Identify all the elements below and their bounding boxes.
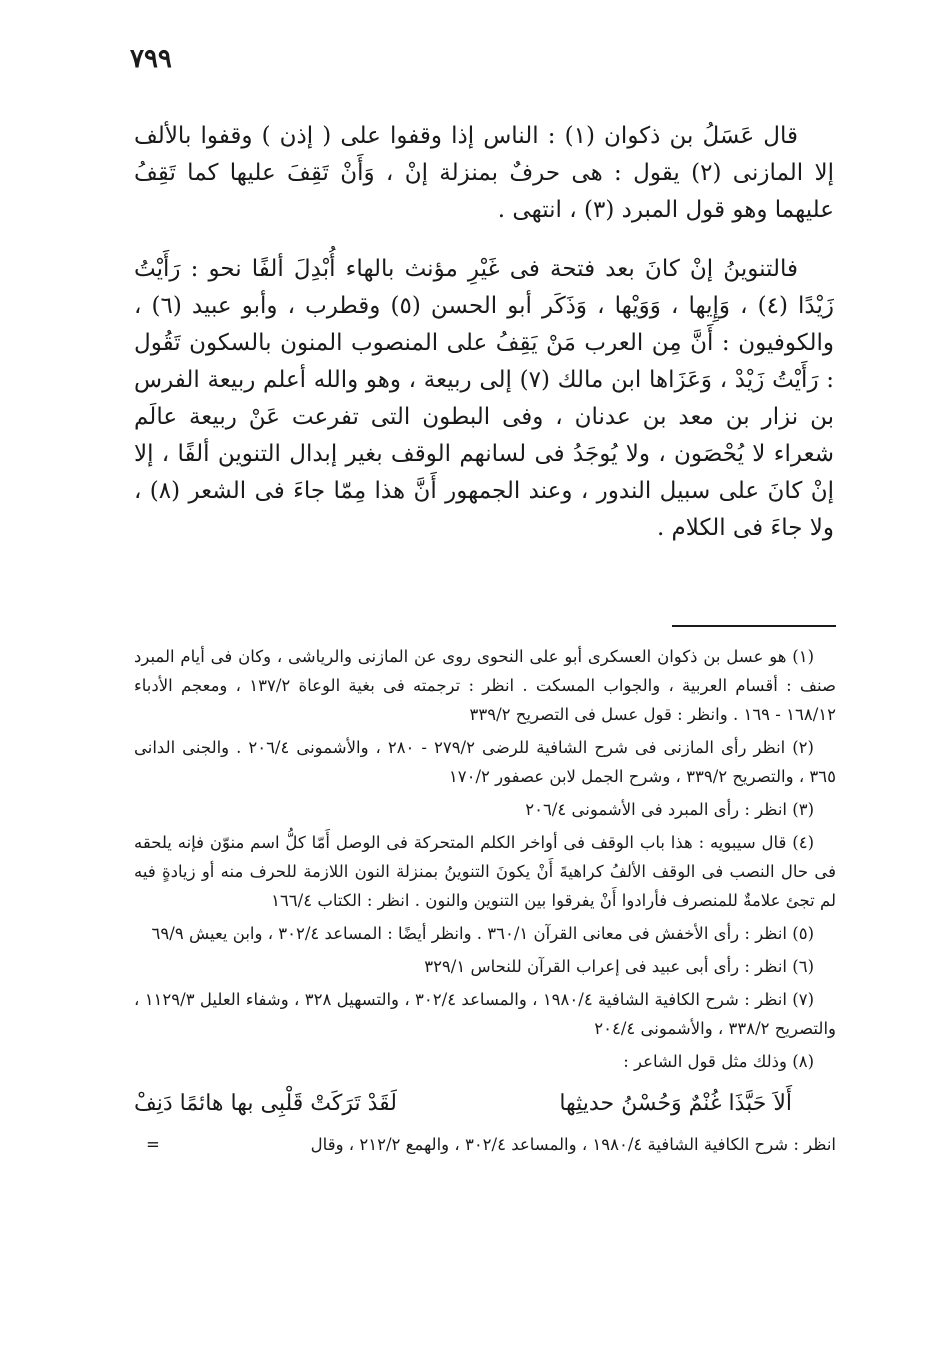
footnote-3: (٣) انظر : رأى المبرد فى الأشمونى ٢٠٦/٤ <box>525 800 814 819</box>
footnote-1: (١) هو عسل بن ذكوان العسكرى أبو على النحوى روى عن المازنى والرياشى ، وكان فى أيام المبرد صنف : أقسام العربية ، والجواب المسكت . انظر : ترجمته فى بغية الوعاة ١٣٧/٢ ، ومعجم الأدباء ١٦٨/١٢ - ١٦٩ . وانظر : قول عسل فى التصريح ٣٣٩/٢ <box>134 647 836 724</box>
footnote-continuation <box>134 1130 836 1159</box>
footnotes <box>134 642 836 1159</box>
main-text <box>134 118 834 569</box>
poetry-verse <box>134 1080 836 1128</box>
continuation-text: انظر : شرح الكافية الشافية ١٩٨٠/٤ ، والمساعد ٣٠٢/٤ ، والهمع ٢١٢/٢ ، وقال <box>310 1135 836 1154</box>
body-paragraph: فالتنوينُ إنْ كانَ بعد فتحة فى غَيْرِ مؤنث بالهاء أُبْدِلَ ألفًا نحو : رَأَيْتُ زَيْدًا (٤) ، وَإِيها ، وَوَيْها ، وَذَكَر أبو الحسن (٥) وقطرب ، وأبو عبيد (٦) ، والكوفيون : أَنَّ مِن العرب مَنْ يَقِفُ على المنصوب المنون بالسكون تَقُول : رَأَيْتُ زَيْدْ ، وَعَزَاها ابن مالك (٧) إلى ربيعة ، وهو والله أعلم ربيعة الفرس بن نزار بن معد بن عدنان ، وفى البطون التى تفرعت عَنْ ربيعة عالَم شعراء لا يُحْصَون ، ولا يُوجَدُ فى لسانهم الوقف بغير إبدال التنوين ألفًا ، إلا إنْ كانَ على سبيل الندور ، وعند الجمهور أَنَّ هذا مِمّا جاءَ فى الشعر (٨) ، ولا جاءَ فى الكلام . <box>134 256 834 541</box>
footnote-7: (٧) انظر : شرح الكافية الشافية ١٩٨٠/٤ ، والمساعد ٣٠٢/٤ ، والتسهيل ٣٢٨ ، وشفاء العليل ١١٢٩/٣ ، والتصريح ٣٣٨/٢ ، والأشمونى ٢٠٤/٤ <box>134 990 836 1038</box>
body-paragraph: قال عَسَلُ بن ذكوان (١) : الناس إذا وقفوا على ( إذن ) وقفوا بالألف إلا المازنى (٢) يقول : هى حرفٌ بمنزلة إنْ ، وَأَنْ تَقِفَ عليها كما تَقِفُ عليهما وهو قول المبرد (٣) ، انتهى . <box>134 123 834 223</box>
verse-first-hemistich: أَلاَ حَبَّذَا غُنْمٌ وَحُسْنُ حديثِها <box>559 1091 792 1116</box>
footnote-4: (٤) قال سيبويه : هذا باب الوقف فى أواخر الكلم المتحركة فى الوصل أَمّا كلُّ اسم منوّن فإنه يلحقه فى حال النصب فى الوقف الألفُ كراهيةَ أَنْ يكونَ التنوينُ بمنزلة النون اللازمة للحرف منه أو زيادةٍ فيه لم تجئ علامةٌ للمنصرف فأرادوا أَنْ يفرقوا بين التنوين والنون . انظر : الكتاب ١٦٦/٤ <box>134 833 836 910</box>
footnote-6: (٦) انظر : رأى أبى عبيد فى إعراب القرآن للنحاس ٣٢٩/١ <box>424 957 814 976</box>
footnote-separator <box>672 625 836 627</box>
footnote-5: (٥) انظر : رأى الأخفش فى معانى القرآن ٣٦٠/١ . وانظر أيضًا : المساعد ٣٠٢/٤ ، وابن يعيش ٦٩/٩ <box>151 924 814 943</box>
footnote-2: (٢) انظر رأى المازنى فى شرح الشافية للرضى ٢٧٩/٢ - ٢٨٠ ، والأشمونى ٢٠٦/٤ . والجنى الدانى ٣٦٥ ، والتصريح ٣٣٩/٢ ، وشرح الجمل لابن عصفور ١٧٠/٢ <box>134 738 836 786</box>
continuation-mark: = <box>146 1135 160 1154</box>
page-number: ٧٩٩ <box>130 44 172 74</box>
verse-second-hemistich: لَقَدْ تَرَكَتْ قَلْبِى بها هائمًا دَنِفْ <box>134 1091 397 1116</box>
footnote-8-intro: (٨) وذلك مثل قول الشاعر : <box>623 1052 814 1071</box>
